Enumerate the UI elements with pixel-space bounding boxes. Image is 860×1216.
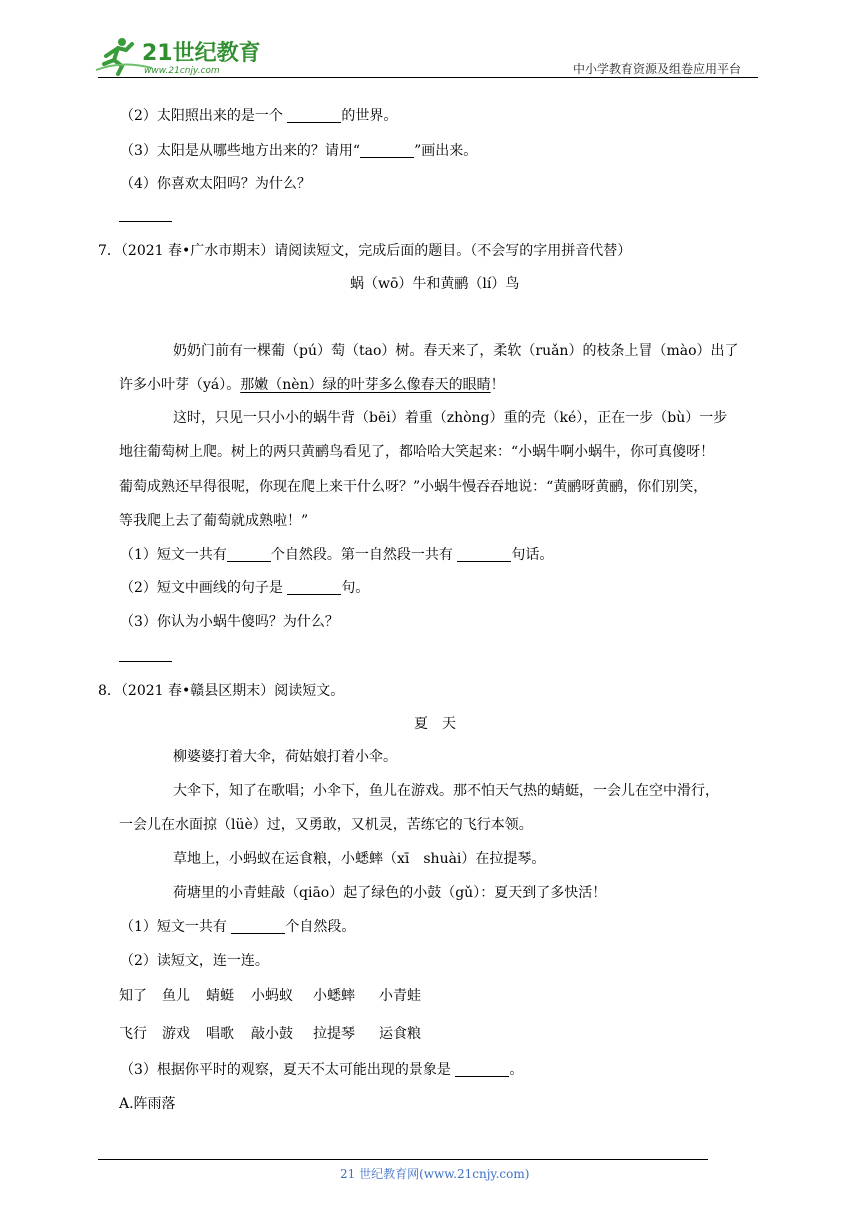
footer-link[interactable]: 21 世纪教育网(www.21cnjy.com) <box>340 1167 530 1181</box>
q7-sub1: （1）短文一共有 个自然段。第一自然段一共有 句话。 <box>120 547 554 563</box>
q8-stem: 8．（2021 春•赣县区期末）阅读短文。 <box>98 683 345 699</box>
match-word[interactable]: 蜻蜓 <box>206 988 234 1004</box>
header-divider <box>98 77 758 78</box>
q7-p2-line4: 等我爬上去了葡萄就成熟啦！” <box>119 513 309 529</box>
answer-blank[interactable] <box>227 547 271 562</box>
q8-p3: 草地上，小蚂蚁在运食粮，小蟋蟀（xī shuài）在拉提琴。 <box>173 851 546 867</box>
svg-text:21世纪教育: 21世纪教育 <box>142 41 261 66</box>
q7-p1-line1: 奶奶门前有一棵葡（pú）萄（tao）树。春天来了，柔软（ruǎn）的枝条上冒（mào）出了 <box>173 343 739 359</box>
match-word[interactable]: 唱歌 <box>206 1026 234 1042</box>
q7-sub2: （2）短文中画线的句子是 句。 <box>120 580 370 596</box>
q7-p2-line3: 葡萄成熟还早得很呢，你现在爬上来干什么呀？”小蜗牛慢吞吞地说：“黄鹂呀黄鹂，你们别笑， <box>119 479 708 495</box>
footer-divider <box>98 1159 708 1160</box>
q7-sub3: （3）你认为小蜗牛傻吗？为什么？ <box>120 614 339 630</box>
answer-blank[interactable] <box>287 580 341 595</box>
match-word[interactable]: 运食粮 <box>379 1026 421 1042</box>
q8-sub2: （2）读短文，连一连。 <box>120 953 269 969</box>
match-word[interactable]: 小蟋蟀 <box>313 988 355 1004</box>
q7-title: 蜗（wō）牛和黄鹂（lí）鸟 <box>350 276 520 292</box>
q8-p1: 柳婆婆打着大伞，荷姑娘打着小伞。 <box>173 749 397 765</box>
q7-p2-line1: 这时，只见一只小小的蜗牛背（bēi）着重（zhòng）重的壳（ké），正在一步（bù）一步 <box>173 410 728 426</box>
answer-blank[interactable] <box>360 143 414 158</box>
q6-sub4: （4）你喜欢太阳吗？为什么？ <box>120 176 311 192</box>
q7-p2-line2: 地往葡萄树上爬。树上的两只黄鹂鸟看见了，都哈哈大笑起来：“小蜗牛啊小蜗牛，你可真傻呀！ <box>119 444 715 460</box>
q6-sub3: （3）太阳是从哪些地方出来的？请用“ ”画出来。 <box>120 143 478 159</box>
match-word[interactable]: 小青蛙 <box>379 988 421 1004</box>
match-word[interactable]: 知了 <box>119 988 147 1004</box>
match-word[interactable]: 拉提琴 <box>313 1026 355 1042</box>
q8-sub1: （1）短文一共有 个自然段。 <box>120 919 356 935</box>
runner-logo-icon <box>92 34 262 76</box>
svg-text:www.21cnjy.com: www.21cnjy.com <box>144 66 220 76</box>
match-word[interactable]: 飞行 <box>119 1026 147 1042</box>
q8-p4: 荷塘里的小青蛙敲（qiāo）起了绿色的小鼓（gǔ）：夏天到了多快活！ <box>173 885 607 901</box>
q6-sub2: （2）太阳照出来的是一个 的世界。 <box>120 108 398 124</box>
answer-line[interactable] <box>119 221 172 222</box>
q8-option-a[interactable]: A.阵雨落 <box>119 1096 176 1112</box>
logo <box>92 34 262 76</box>
answer-line[interactable] <box>119 661 172 662</box>
q8-p2-line2: 一会儿在水面掠（lüè）过，又勇敢，又机灵，苦练它的飞行本领。 <box>119 817 533 833</box>
underlined-sentence: 那嫩（nèn）绿的叶芽多么像春天的眼睛 <box>240 377 491 393</box>
answer-blank[interactable] <box>457 547 511 562</box>
platform-name: 中小学教育资源及组卷应用平台 <box>573 62 742 76</box>
q7-stem: 7．（2021 春•广水市期末）请阅读短文，完成后面的题目。（不会写的字用拼音代替） <box>98 243 632 259</box>
q8-title: 夏 天 <box>414 716 456 732</box>
match-word[interactable]: 小蚂蚁 <box>251 988 293 1004</box>
match-word[interactable]: 敲小鼓 <box>251 1026 293 1042</box>
answer-blank[interactable] <box>287 108 341 123</box>
answer-blank[interactable] <box>231 919 285 934</box>
q8-sub3: （3）根据你平时的观察，夏天不太可能出现的景象是 。 <box>120 1062 524 1078</box>
match-word[interactable]: 游戏 <box>162 1026 190 1042</box>
answer-blank[interactable] <box>455 1062 509 1077</box>
q7-p1-line2: 许多小叶芽（yá）。那嫩（nèn）绿的叶芽多么像春天的眼睛！ <box>119 377 505 393</box>
q8-p2-line1: 大伞下，知了在歌唱；小伞下，鱼儿在游戏。那不怕天气热的蜻蜓，一会儿在空中滑行， <box>173 783 719 799</box>
match-word[interactable]: 鱼儿 <box>162 988 190 1004</box>
